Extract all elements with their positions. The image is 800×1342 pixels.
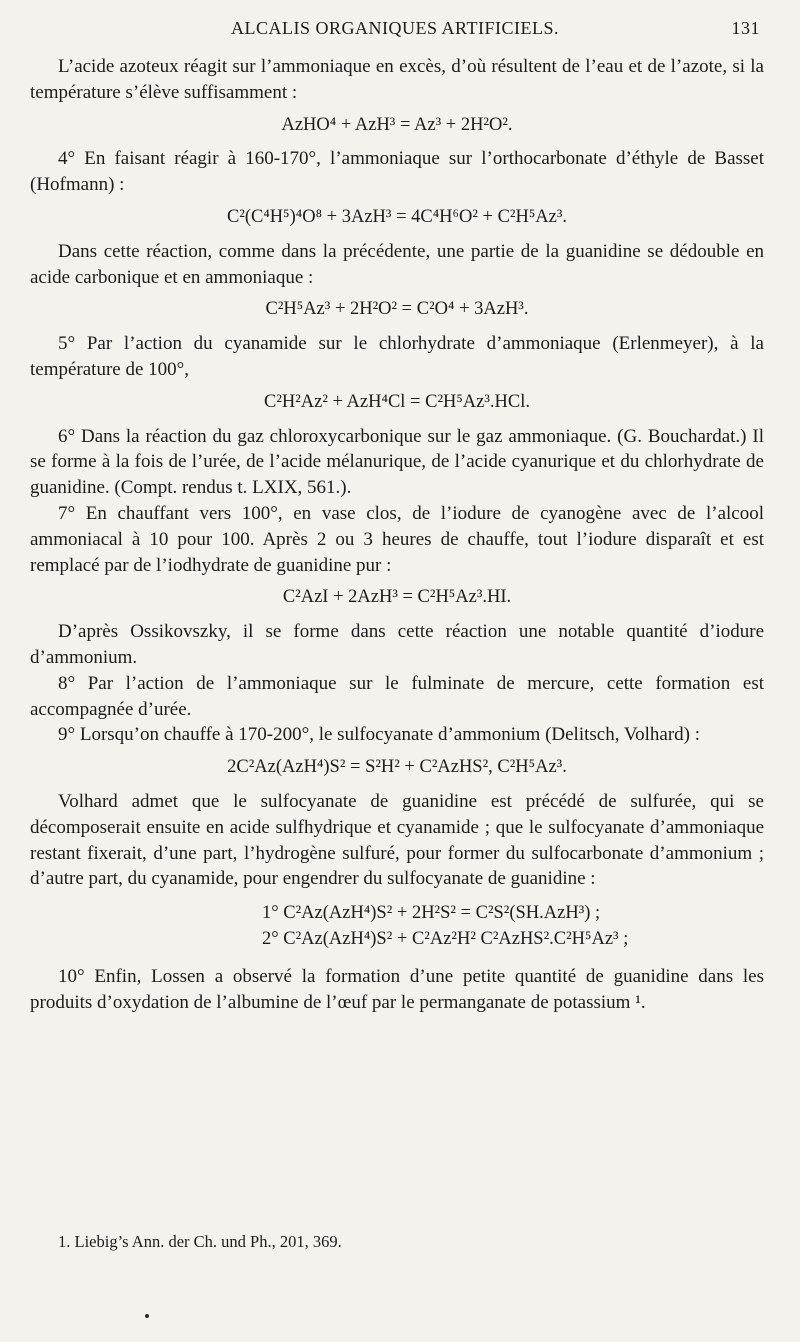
equation: C²AzI + 2AzH³ = C²H⁵Az³.HI. bbox=[282, 587, 512, 608]
paragraph: Dans cette réaction, comme dans la précédente, une partie de la guanidine se dédouble en acide carbonique et en ammoniaque : bbox=[30, 240, 764, 288]
paragraph: 4° En faisant réagir à 160-170°, l’ammoniaque sur l’orthocarbonate d’éthyle de Basset (Hofmann) : bbox=[30, 148, 764, 196]
running-header bbox=[30, 18, 760, 44]
equation: C²H²Az² + AzH⁴Cl = C²H⁵Az³.HCl. bbox=[263, 391, 531, 412]
paragraph: Volhard admet que le sulfocyanate de guanidine est précédé de sulfurée, qui se décomposerait ensuite en acide sulfhydrique et cyanamide ; que le sulfocyanate d’ammoniaque restant fixerait, d’une part, l’hydrogène sulfuré, pour former du sulfocarbonate d’ammonium ; d’autre part, du cyanamide, pour engendrer du sulfocyanate de guanidine : bbox=[30, 790, 764, 890]
ink-speck bbox=[145, 1314, 149, 1318]
equation: 2C²Az(AzH⁴)S² = S²H² + C²AzHS², C²H⁵Az³. bbox=[227, 757, 567, 778]
paragraph: 7° En chauffant vers 100°, en vase clos, de l’iodure de cyanogène avec de l’alcool ammoniacal à 10 pour 100. Après 2 ou 3 heures de chauffe, tout l’iodure disparaît et est remplacé par de l’iodhydrate de guanidine pur : bbox=[30, 502, 764, 576]
page-body bbox=[30, 54, 764, 1016]
equation-list bbox=[262, 900, 764, 952]
paragraph: 5° Par l’action du cyanamide sur le chlorhydrate d’ammoniaque (Erlenmeyer), à la température de 100°, bbox=[30, 333, 764, 380]
equation: C²H⁵Az³ + 2H²O² = C²O⁴ + 3AzH³. bbox=[265, 299, 529, 320]
running-title: ALCALIS ORGANIQUES ARTIFICIELS. bbox=[231, 18, 559, 38]
paragraph: 10° Enfin, Lossen a observé la formation d’une petite quantité de guanidine dans les produits d’oxydation de l’albumine de l’œuf par le permanganate de potassium ¹. bbox=[30, 966, 764, 1013]
equation: AzHO⁴ + AzH³ = Az³ + 2H²O². bbox=[281, 114, 513, 135]
paragraph: D’après Ossikovszky, il se forme dans cette réaction une notable quantité d’iodure d’ammonium. bbox=[30, 621, 764, 668]
page-number: 131 bbox=[731, 18, 760, 38]
footnote: 1. Liebig’s Ann. der Ch. und Ph., 201, 369. bbox=[58, 1232, 342, 1251]
equation: 2° C²Az(AzH⁴)S² + C²Az²H² C²AzHS².C²H⁵Az³ ; bbox=[262, 929, 629, 950]
paragraph: L’acide azoteux réagit sur l’ammoniaque en excès, d’où résultent de l’eau et de l’azote, si la température s’élève suffisamment : bbox=[30, 56, 764, 103]
equation: C²(C⁴H⁵)⁴O⁸ + 3AzH³ = 4C⁴H⁶O² + C²H⁵Az³. bbox=[226, 206, 568, 227]
paragraph: 8° Par l’action de l’ammoniaque sur le fulminate de mercure, cette formation est accompagnée d’urée. bbox=[30, 672, 764, 720]
paragraph: 6° Dans la réaction du gaz chloroxycarbonique sur le gaz ammoniaque. (G. Bouchardat.) Il se forme à la fois de l’urée, de l’acide mélanurique, de l’acide cyanurique et du chlorhydrate de guanidine. (Compt. rendus t. LXIX, 561.). bbox=[30, 425, 764, 499]
equation: 1° C²Az(AzH⁴)S² + 2H²S² = C²S²(SH.AzH³) ; bbox=[262, 903, 601, 924]
paragraph: 9° Lorsqu’on chauffe à 170-200°, le sulfocyanate d’ammonium (Delitsch, Volhard) : bbox=[58, 724, 701, 746]
